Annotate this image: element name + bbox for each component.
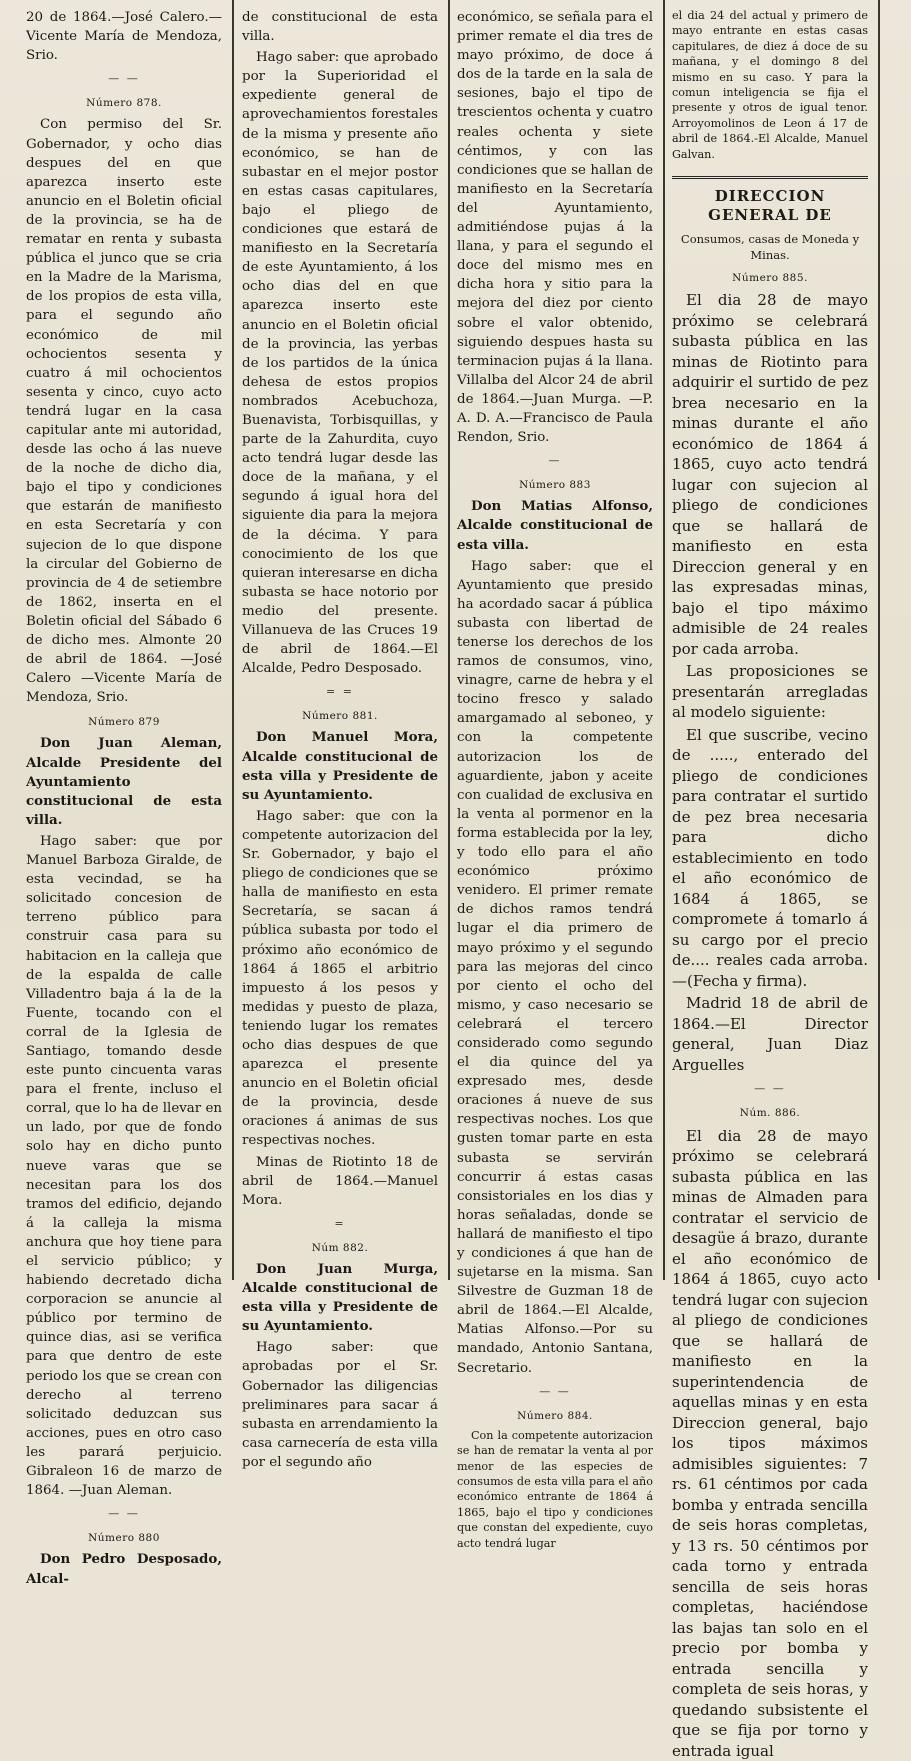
notice-body-cont: económico, se señala para el primer remate el dia tres de mayo próximo, de doce á dos de la tarde en la sala de sesiones, bajo el tipo de trescientos ochenta y cuatro reales ochenta y siete céntimos, y con las condiciones que se hallan de manifiesto en la Secretaría del Ayuntamiento, admitiéndose pujas á la llana, y para el segundo el doce del mismo mes en dicha hora y sitio para la mejora del diez por ciento sobre el valor obtenido, siguiendo despues hasta su terminacion pujas á la llana. Villalba del Alcor 24 de abril de 1864.—Juan Murga. —P. A. D. A.—Francisco de Paula Rendon, Srio. [457,10,653,446]
notice-number: Núm 882. [311,1241,369,1254]
notice-body: Hago saber: que por Manuel Barboza Giralde, de esta vecindad, se ha solicitado concesion de terreno público para construir casa para su habitacion en la calleja que de la espalda de calle Villadentro baja á la de la Fuente, tocando con el corral de la Iglesia de Santiago, tomando desde este punto cincuenta varas para el frente, incluso el corral, que lo ha de llevar en un lado, por que de fondo solo hay en dicho punto nueve varas que se necesitan para los dos tramos del edificio, dejando á la calleja la misma anchura que hoy tiene para el servicio público; y habiendo decretado dicha corporacion se anuncie al público por termino de quince dias, asi se verifica para que dentro de este periodo los que se crean con derecho al terreno solicitado deduzcan sus acciones, pues en otro caso les parará perjuicio. Gibraleon 16 de marzo de 1864. —Juan Aleman. [26,833,222,1499]
notice-signature: Madrid 18 de abril de 1864.—El Director general, Juan Diaz Arguelles [672,994,868,1074]
separator: — — [108,1507,140,1521]
notice-heading-cont: de constitucional de esta villa. [242,10,438,45]
notice-heading: Don Juan Murga, Alcalde constitucional de esta villa y Presidente de su Ayuntamiento. [242,1261,438,1335]
notice-heading: Don Matias Alfonso, Alcalde constitucional de esta villa. [457,498,653,553]
column-rule [663,0,665,1280]
notice-body: Hago saber: que aprobado por la Superioridad el expediente general de aprovechamientos forestales de la misma y presente año económico, se han de subastar en el mejor postor en estas casas capitulares, bajo el pliego de condiciones que estará de manifiesto en la Secretaría de este Ayuntamiento, á los ocho dias del en que aparezca inserto este anuncio en el Boletin oficial de la provincia, las yerbas de los partidos de la única dehesa de estos propios nombrados Acebuchoza, Buenavista, Torbisquillas, y parte de la Zahurdita, cuyo acto tendrá lugar desde las doce de la mañana, y el segundo á igual hora del siguiente dia para la mejora de la décima. Y para conocimiento de los que quieran interesarse en dicha subasta se hace notorio por medio del presente. Villanueva de las Cruces 19 de abril de 1864.—El Alcalde, Pedro Desposado. [242,50,438,677]
separator: — [548,454,562,468]
notice-number: Número 883 [519,479,591,492]
notice-body: Con permiso del Sr. Gobernador, y ocho dias despues del en que aparezca inserto este anuncio en el Boletin oficial de la provincia, se ha de rematar en renta y subasta pública el junco que se cria en la Madre de la Marisma, de los propios de esta villa, para el segundo año económico de mil ochocientos sesenta y cuatro á mil ochocientos sesenta y cinco, cuyo acto tendrá lugar en la casa capitular ante mi autoridad, desde las ocho á las nueve de la noche de dicho dia, bajo el tipo y condiciones que estarán de manifiesto en esta Secretaría y con sujecion de lo que dispone la circular del Gobierno de provincia de 4 de setiembre de 1862, inserta en el Boletin oficial del Sábado 6 de dicho mes. Almonte 20 de abril de 1864. —José Calero —Vicente María de Mendoza, Srio. [26,117,222,706]
column-3 [457,8,653,1550]
separator: — — [108,72,140,86]
notice-number: Número 881. [302,710,378,723]
notice-body: Con la competente autorizacion se han de rematar la venta al por menor de las especies de consumos de esta villa para el año económico entrante de 1864 á 1865, bajo el tipo y condiciones que constan del expediente, cuyo acto tendrá lugar [457,1428,653,1550]
notice-signature: Minas de Riotinto 18 de abril de 1864.—Manuel Mora. [242,1154,438,1208]
column-4 [672,8,868,1760]
notice-body: El que suscribe, vecino de ....., enterado del pliego de condiciones para contratar el surtido de pez brea necesaria para dicho establecimiento en todo el año económico de 1684 á 1865, se compromete á tomarlo á su cargo por el precio de.... reales cada arroba.—(Fecha y firma). [672,725,868,990]
section-subtitle: Consumos, casas de Moneda y Minas. [680,232,860,263]
column-rule [878,0,880,1280]
notice-number: Número 878. [86,97,162,110]
column-rule [448,0,450,1280]
separator: = [334,1216,346,1230]
notice-body: Las proposiciones se presentarán arregladas al modelo siguiente: [672,662,868,722]
column-1 [26,8,222,1587]
notice-body: El dia 28 de mayo próximo se celebrará subasta pública en las minas de Almaden para contratar el servicio de desagüe á brazo, durante el año económico de 1864 á 1865, cuyo acto tendrá lugar con sujecion al pliego de condiciones que se hallará de manifiesto en la superintendencia de aquellas minas y en esta Direccion general, bajo los tipos máximos admisibles siguientes: 7 rs. 61 céntimos por cada bomba y entrada sencilla de seis horas completas, y 13 rs. 50 céntimos por cada torno y entrada sencilla de seis horas completas, haciéndose las bajas tan solo en el precio por bomba y entrada sencilla y completa de seis horas, y quedando subsistente el que se fija por torno y entrada igual [672,1126,868,1760]
notice-number: Núm. 886. [739,1107,801,1120]
separator: — — [754,1082,786,1096]
notice-ending: 20 de 1864.—José Calero.—Vicente María de Mendoza, Srio. [26,10,222,64]
column-rule [232,0,234,1280]
notice-body-cont: el dia 24 del actual y primero de mayo entrante en estas casas capitulares, de diez á doce de su mañana, y el domingo 8 del mismo en su caso. Y para la comun inteligencia se fija el presente y otros de igual tenor. Arroyomolinos de Leon á 17 de abril de 1864.-El Alcalde, Manuel Galvan. [672,9,868,161]
notice-body: Hago saber: que el Ayuntamiento que presido ha acordado sacar á pública subasta con libertad de tenerse los derechos de los ramos de consumos, vino, vinagre, carne de hebra y el tocino fresco y salado amargamado al seboneo, y con la competente autorizacion los de aguardiente, jabon y aceite con cualidad de exclusiva en la venta al pormenor en la forma establecida por la ley, y todo ello para el año económico próximo venidero. El primer remate de dichos ramos tendrá lugar el dia primero de mayo próximo y el segundo para las mejoras del cinco por ciento el ocho del mismo, y caso necesario se celebrará el tercero considerado como segundo el dia quince del ya expresado mes, desde oraciones á nueve de sus respectivas noches. Los que gusten tomar parte en esta subasta se servirán concurrir á estas casas consistoriales en los dias y horas señaladas, donde se hallará de manifiesto el tipo y condiciones á que han de sujetarse en la misma. San Silvestre de Guzman 18 de abril de 1864.—El Alcalde, Matias Alfonso.—Por su mandado, Antonio Santana, Secretario. [457,558,653,1376]
section-title: DIRECCION GENERAL DE [672,176,868,225]
notice-body: El dia 28 de mayo próximo se celebrará subasta pública en las minas de Riotinto para adquirir el surtido de pez brea necesario en la minas durante el año económico de 1864 á 1865, cuyo acto tendrá lugar con sujecion al pliego de condiciones que se hallará de manifiesto en esta Direccion general y en las expresadas minas, bajo el tipo máximo admisible de 24 reales por cada arroba. [672,291,868,658]
separator: — — [539,1384,571,1398]
notice-body: Hago saber: que aprobadas por el Sr. Gobernador las diligencias preliminares para sacar á subasta en arrendamiento la casa carnecería de esta villa por el segundo año [242,1340,438,1470]
notice-body: Hago saber: que con la competente autorizacion del Sr. Gobernador, y bajo el pliego de condiciones que se halla de manifiesto en esta Secretaría, se sacan á pública subasta por todo el próximo año económico de 1864 á 1865 el arbitrio impuesto á los pesos y medidas y puesto de plaza, teniendo lugar los remates ocho dias despues de que aparezca el presente anuncio en el Boletin oficial de la provincia, desde oraciones á animas de sus respectivas noches. [242,808,438,1149]
notice-number: Número 884. [517,1409,593,1422]
notice-heading: Don Pedro Desposado, Alcal- [26,1551,222,1587]
notice-heading: Don Juan Aleman, Alcalde Presidente del Ayuntamiento constitucional de esta villa. [26,735,222,828]
notice-number: Número 880 [88,1532,160,1545]
notice-number: Número 885. [732,272,808,285]
separator: = = [326,685,354,699]
notice-number: Número 879 [88,716,160,729]
column-2 [242,8,438,1470]
notice-heading: Don Manuel Mora, Alcalde constitucional de esta villa y Presidente de su Ayuntamiento. [242,729,438,803]
